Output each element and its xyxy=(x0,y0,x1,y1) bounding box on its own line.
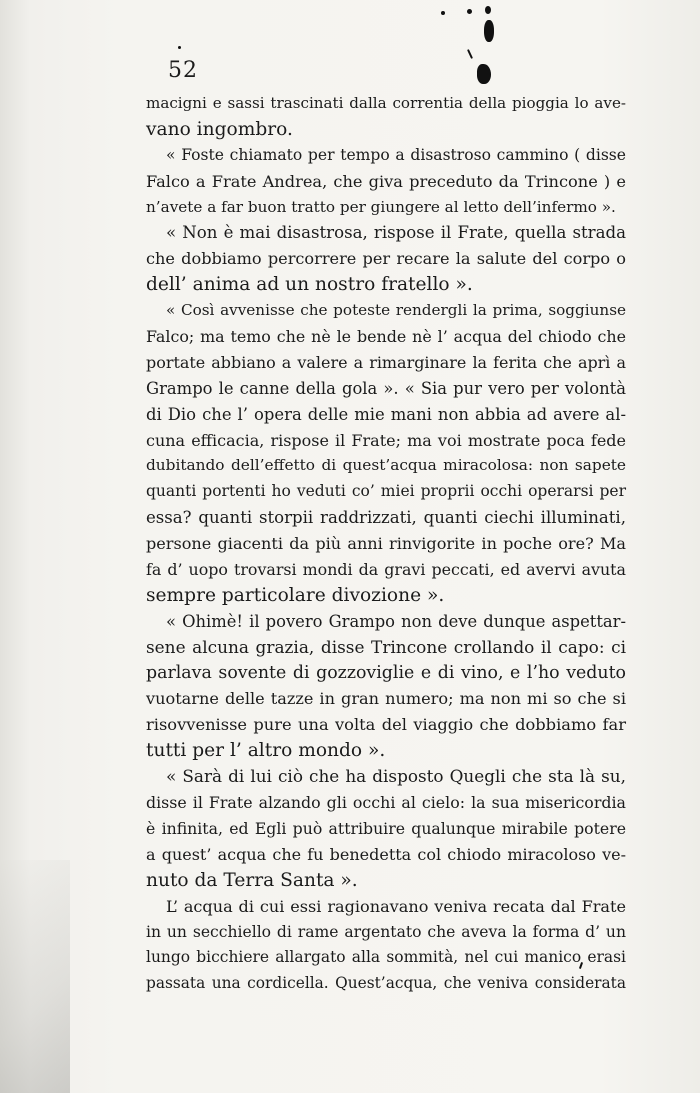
text-line: vuotarne delle tazze in gran numero; ma non mi so che si xyxy=(146,689,626,709)
text-line: in un secchiello di rame argentato che aveva la forma d’ un xyxy=(146,922,626,941)
text-line: n’avete a far buon tratto per giungere al letto dell’infermo ». xyxy=(146,197,616,216)
ink-blot xyxy=(484,20,494,42)
text-line: persone giacenti da più anni rinvigorite in poche ore? Ma xyxy=(146,534,626,554)
text-line: dell’ anima ad un nostro fratello ». xyxy=(146,274,473,296)
text-line: di Dio che l’ opera delle mie mani non abbia ad avere al- xyxy=(146,404,626,424)
text-line: « Foste chiamato per tempo a disastroso cammino ( disse xyxy=(166,145,626,164)
text-line: portate abbiano a valere a rimarginare la ferita che aprì a xyxy=(146,352,626,372)
ink-blot xyxy=(467,9,472,14)
text-line: « Non è mai disastrosa, rispose il Frate, quella strada xyxy=(166,223,626,243)
text-line: L’ acqua di cui essi ragionavano veniva recata dal Frate xyxy=(166,896,626,916)
ink-blot xyxy=(485,6,491,14)
text-line: sene alcuna grazia, disse Trincone crollando il capo: ci xyxy=(146,636,626,657)
text-line: Grampo le canne della gola ». « Sia pur vero per volontà xyxy=(146,378,626,398)
ink-blot xyxy=(441,11,445,15)
ink-blot xyxy=(477,64,491,84)
text-line: macigni e sassi trascinati dalla correntia della pioggia lo ave- xyxy=(146,94,626,112)
ink-blot xyxy=(467,49,473,59)
text-line: « Così avvenisse che poteste rendergli la prima, soggiunse xyxy=(166,301,626,320)
text-line: Falco; ma temo che nè le bende nè l’ acqua del chiodo che xyxy=(146,327,626,347)
text-line: passata una cordicella. Quest’acqua, che veniva considerata xyxy=(146,974,626,993)
page-edge-shadow xyxy=(0,860,70,1093)
text-line: a quest’ acqua che fu benedetta col chiodo miracoloso ve- xyxy=(146,844,626,864)
text-line: quanti portenti ho veduti co’ miei proprii occhi operarsi per xyxy=(146,482,626,501)
text-line: sempre particolare divozione ». xyxy=(146,584,445,606)
ink-blot xyxy=(178,46,181,49)
text-line: risovvenisse pure una volta del viaggio che dobbiamo far xyxy=(146,715,626,735)
text-line: essa? quanti storpii raddrizzati, quanti ciechi illuminati, xyxy=(146,508,626,528)
text-line: Falco a Frate Andrea, che giva preceduto da Trincone ) e xyxy=(146,171,626,191)
text-line: nuto da Terra Santa ». xyxy=(146,869,358,891)
text-line: dubitando dell’effetto di quest’acqua miracolosa: non sapete xyxy=(146,456,626,475)
text-line: lungo bicchiere allargato alla sommità, nel cui manico erasi xyxy=(146,948,626,967)
text-line: « Ohimè! il povero Grampo non deve dunque aspettar- xyxy=(166,611,626,631)
text-line: parlava sovente di gozzoviglie e di vino, e l’ho veduto xyxy=(146,662,626,683)
text-line: è infinita, ed Egli può attribuire qualunque mirabile potere xyxy=(146,818,626,838)
page-number: 52 xyxy=(168,58,198,83)
text-line: fa d’ uopo trovarsi mondi da gravi peccati, ed avervi avuta xyxy=(146,560,626,580)
text-line: « Sarà di lui ciò che ha disposto Quegli che sta là su, xyxy=(166,766,626,787)
text-line: disse il Frate alzando gli occhi al cielo: la sua misericordia xyxy=(146,793,626,813)
text-line: tutti per l’ altro mondo ». xyxy=(146,740,386,762)
text-line: che dobbiamo percorrere per recare la salute del corpo o xyxy=(146,249,626,269)
text-line: cuna efficacia, rispose il Frate; ma voi mostrate poca fede xyxy=(146,430,626,450)
text-line: vano ingombro. xyxy=(146,118,293,140)
body-text xyxy=(146,91,626,997)
